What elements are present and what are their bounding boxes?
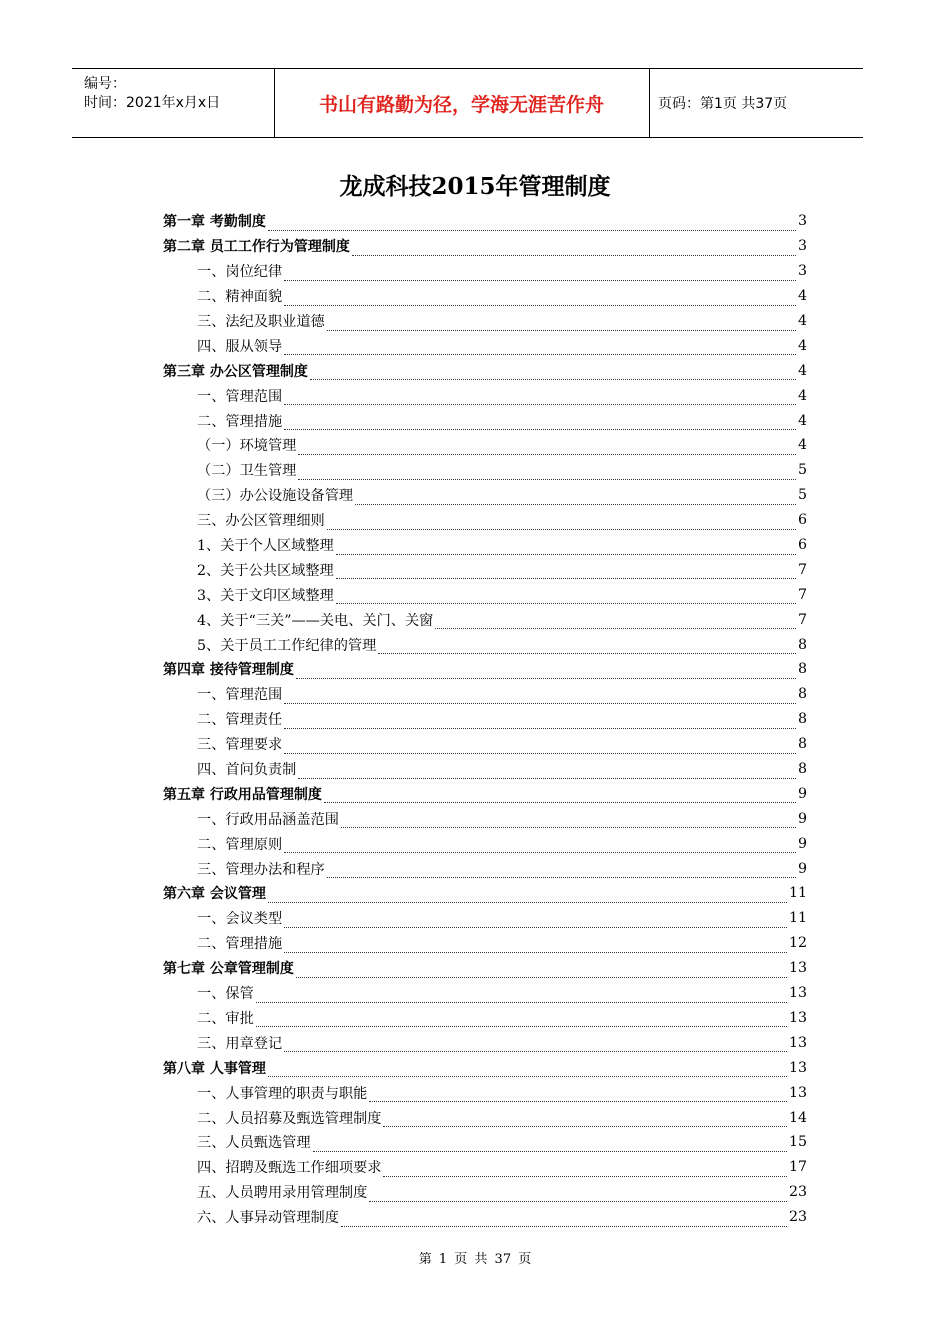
toc-entry-title: 一、会议类型 bbox=[197, 911, 283, 928]
toc-entry-title: 第四章 接待管理制度 bbox=[163, 662, 294, 679]
toc-entry-page: 4 bbox=[797, 313, 807, 329]
toc-leader-dots bbox=[298, 440, 796, 455]
toc-entry-title: 二、审批 bbox=[197, 1010, 254, 1027]
toc-entry-page: 8 bbox=[797, 686, 807, 703]
toc-leader-dots bbox=[327, 316, 796, 331]
toc-entry[interactable] bbox=[163, 682, 807, 707]
toc-leader-dots bbox=[268, 1062, 787, 1077]
toc-entry[interactable] bbox=[163, 757, 807, 782]
toc-entry-title: 四、招聘及甄选工作细项要求 bbox=[197, 1160, 382, 1177]
toc-entry-title: 一、人事管理的职责与职能 bbox=[197, 1085, 368, 1102]
toc-entry-page: 15 bbox=[788, 1134, 807, 1151]
toc-entry[interactable] bbox=[163, 732, 807, 757]
toc-entry[interactable] bbox=[163, 981, 807, 1006]
toc-entry[interactable] bbox=[163, 259, 807, 284]
toc-entry-title: 二、精神面貌 bbox=[197, 289, 283, 306]
toc-entry[interactable] bbox=[163, 1006, 807, 1031]
time-label: 时间：2021年x月x日 bbox=[84, 95, 221, 111]
toc-entry-page: 13 bbox=[788, 960, 807, 977]
toc-entry-title: 一、保管 bbox=[197, 986, 254, 1003]
toc-entry-title: （三）办公设施设备管理 bbox=[197, 488, 354, 505]
page-header bbox=[72, 68, 863, 138]
toc-leader-dots bbox=[296, 963, 787, 978]
toc-entry-page: 13 bbox=[788, 1059, 807, 1076]
toc-entry-page: 23 bbox=[788, 1184, 807, 1201]
toc-entry-title: 一、行政用品涵盖范围 bbox=[197, 811, 339, 828]
toc-entry[interactable] bbox=[163, 1130, 807, 1155]
toc-leader-dots bbox=[298, 465, 796, 480]
toc-entry-title: 三、办公区管理细则 bbox=[197, 513, 325, 530]
toc-entry-page: 17 bbox=[788, 1159, 807, 1176]
toc-entry-title: 第六章 会议管理 bbox=[163, 886, 266, 903]
toc-entry-title: 三、人员甄选管理 bbox=[197, 1135, 311, 1152]
toc-entry-title: 二、管理措施 bbox=[197, 413, 283, 430]
toc-entry[interactable] bbox=[163, 209, 807, 234]
toc-entry-title: 第三章 办公区管理制度 bbox=[163, 363, 308, 380]
toc-entry[interactable] bbox=[163, 1080, 807, 1105]
toc-entry-title: 第八章 人事管理 bbox=[163, 1060, 266, 1077]
toc-entry-page: 3 bbox=[797, 238, 807, 255]
toc-entry-title: 二、管理措施 bbox=[197, 936, 283, 953]
toc-entry-page: 9 bbox=[797, 785, 807, 802]
toc-leader-dots bbox=[284, 689, 796, 704]
toc-entry-page: 8 bbox=[797, 661, 807, 678]
toc-entry-title: 六、人事异动管理制度 bbox=[197, 1210, 339, 1227]
toc-entry-title: 二、人员招募及甄选管理制度 bbox=[197, 1110, 382, 1127]
toc-entry-title: 三、管理办法和程序 bbox=[197, 861, 325, 878]
toc-leader-dots bbox=[298, 764, 796, 779]
toc-entry-title: 四、首问负责制 bbox=[197, 762, 297, 779]
toc-entry[interactable] bbox=[163, 234, 807, 259]
toc-entry-title: 1、关于个人区域整理 bbox=[197, 538, 334, 555]
toc-entry-title: 五、人员聘用录用管理制度 bbox=[197, 1185, 368, 1202]
toc-leader-dots bbox=[284, 415, 796, 430]
toc-entry-title: 一、岗位纪律 bbox=[197, 264, 283, 281]
toc-entry-title: 一、管理范围 bbox=[197, 687, 283, 704]
toc-leader-dots bbox=[284, 838, 796, 853]
toc-entry-page: 8 bbox=[797, 736, 807, 753]
toc-entry-title: （二）卫生管理 bbox=[197, 463, 297, 480]
toc-entry-page: 4 bbox=[797, 412, 807, 429]
toc-entry-title: 2、关于公共区域整理 bbox=[197, 562, 334, 579]
toc-entry-page: 8 bbox=[797, 636, 807, 653]
toc-entry[interactable] bbox=[163, 557, 807, 582]
toc-entry-page: 4 bbox=[797, 288, 807, 305]
toc-entry-page: 4 bbox=[797, 362, 807, 379]
document-title: 龙成科技2015年管理制度 bbox=[339, 173, 611, 200]
toc-entry[interactable] bbox=[163, 1055, 807, 1080]
toc-leader-dots bbox=[355, 490, 796, 505]
toc-entry[interactable] bbox=[163, 284, 807, 309]
toc-entry[interactable] bbox=[163, 582, 807, 607]
toc-entry[interactable] bbox=[163, 458, 807, 483]
header-motto: 书山有路勤为径，学海无涯苦作舟 bbox=[274, 69, 650, 137]
toc-entry-page: 7 bbox=[797, 561, 807, 578]
toc-entry-page: 7 bbox=[797, 611, 807, 628]
toc-entry-title: 4、关于“三关”——关电、关门、关窗 bbox=[197, 612, 434, 629]
toc-entry-page: 9 bbox=[797, 810, 807, 827]
toc-entry-page: 13 bbox=[788, 985, 807, 1002]
toc-entry[interactable] bbox=[163, 483, 807, 508]
toc-entry[interactable] bbox=[163, 383, 807, 408]
toc-entry[interactable] bbox=[163, 1105, 807, 1130]
toc-entry-page: 4 bbox=[797, 387, 807, 404]
toc-entry[interactable] bbox=[163, 831, 807, 856]
toc-entry[interactable] bbox=[163, 906, 807, 931]
toc-entry[interactable] bbox=[163, 607, 807, 632]
toc-entry[interactable] bbox=[163, 1205, 807, 1230]
toc-leader-dots bbox=[327, 515, 796, 530]
toc-entry-title: 三、法纪及职业道德 bbox=[197, 314, 325, 330]
toc-entry-page: 14 bbox=[788, 1109, 807, 1126]
toc-entry[interactable] bbox=[163, 781, 807, 806]
toc-leader-dots bbox=[284, 340, 796, 355]
toc-leader-dots bbox=[256, 988, 787, 1003]
toc-entry-title: 第五章 行政用品管理制度 bbox=[163, 786, 322, 803]
toc-leader-dots bbox=[284, 938, 787, 953]
toc-entry[interactable] bbox=[163, 881, 807, 906]
toc-leader-dots bbox=[268, 888, 787, 903]
toc-entry-title: 第一章 考勤制度 bbox=[163, 214, 266, 231]
toc-entry-page: 5 bbox=[797, 487, 807, 504]
toc-leader-dots bbox=[256, 1012, 787, 1027]
toc-entry-page: 6 bbox=[797, 537, 807, 554]
toc-entry[interactable] bbox=[163, 806, 807, 831]
toc-entry[interactable] bbox=[163, 657, 807, 682]
toc-leader-dots bbox=[341, 813, 796, 828]
toc-leader-dots bbox=[378, 639, 796, 654]
toc-entry-page: 23 bbox=[788, 1209, 807, 1226]
toc-entry-title: 二、管理原则 bbox=[197, 836, 283, 853]
toc-entry[interactable] bbox=[163, 433, 807, 458]
toc-entry-page: 9 bbox=[797, 835, 807, 852]
toc-leader-dots bbox=[383, 1162, 786, 1177]
toc-leader-dots bbox=[352, 241, 796, 256]
toc-entry[interactable] bbox=[163, 408, 807, 433]
toc-entry-page: 4 bbox=[797, 337, 807, 354]
toc-entry-page: 13 bbox=[788, 1009, 807, 1026]
toc-entry[interactable] bbox=[163, 707, 807, 732]
toc-leader-dots bbox=[336, 564, 796, 579]
toc-leader-dots bbox=[310, 365, 796, 380]
toc-entry-page: 11 bbox=[788, 885, 807, 902]
toc-leader-dots bbox=[435, 614, 796, 629]
toc-entry[interactable] bbox=[163, 1180, 807, 1205]
toc-leader-dots bbox=[327, 863, 796, 878]
toc-leader-dots bbox=[284, 266, 796, 281]
toc-entry-page: 8 bbox=[797, 711, 807, 728]
toc-entry-title: 四、服从领导 bbox=[197, 338, 283, 355]
toc-entry-title: （一）环境管理 bbox=[197, 438, 297, 455]
header-page-info: 页码：第1页 共37页 bbox=[658, 96, 788, 112]
toc-leader-dots bbox=[284, 714, 796, 729]
toc-entry-page: 5 bbox=[797, 462, 807, 479]
toc-entry-page: 9 bbox=[797, 860, 807, 877]
toc-entry-page: 13 bbox=[788, 1034, 807, 1051]
number-label: 编号： bbox=[84, 76, 126, 92]
toc-leader-dots bbox=[369, 1087, 787, 1102]
toc-entry-page: 6 bbox=[797, 512, 807, 529]
toc-entry[interactable] bbox=[163, 1030, 807, 1055]
toc-leader-dots bbox=[284, 739, 796, 754]
toc-leader-dots bbox=[296, 664, 796, 679]
toc-entry-title: 5、关于员工工作纪律的管理 bbox=[197, 637, 377, 654]
toc-entry[interactable] bbox=[163, 1155, 807, 1180]
toc-entry-page: 3 bbox=[797, 263, 807, 280]
toc-entry[interactable] bbox=[163, 632, 807, 657]
toc-entry-page: 3 bbox=[797, 213, 807, 230]
toc-entry-page: 13 bbox=[788, 1084, 807, 1101]
toc-entry[interactable] bbox=[163, 508, 807, 533]
toc-entry[interactable] bbox=[163, 856, 807, 881]
toc-leader-dots bbox=[284, 1037, 787, 1052]
toc-entry-page: 4 bbox=[797, 437, 807, 454]
toc-entry-title: 三、管理要求 bbox=[197, 737, 283, 754]
toc-entry-page: 8 bbox=[797, 761, 807, 778]
toc-leader-dots bbox=[336, 589, 796, 604]
toc-entry[interactable] bbox=[163, 309, 807, 334]
header-meta-cell bbox=[72, 69, 275, 137]
toc-entry[interactable] bbox=[163, 931, 807, 956]
toc-leader-dots bbox=[284, 913, 787, 928]
toc-leader-dots bbox=[268, 216, 796, 231]
toc-entry[interactable] bbox=[163, 533, 807, 558]
toc-entry-title: 3、关于文印区域整理 bbox=[197, 587, 334, 604]
toc-leader-dots bbox=[369, 1187, 787, 1202]
toc-entry-title: 一、管理范围 bbox=[197, 388, 283, 405]
toc-leader-dots bbox=[284, 390, 796, 405]
toc-entry[interactable] bbox=[163, 358, 807, 383]
toc-leader-dots bbox=[383, 1112, 786, 1127]
toc-entry-page: 7 bbox=[797, 586, 807, 603]
toc-entry-title: 三、用章登记 bbox=[197, 1035, 283, 1052]
toc-leader-dots bbox=[313, 1137, 787, 1152]
page-footer: 第 1 页 共 37 页 bbox=[418, 1252, 532, 1267]
toc-leader-dots bbox=[324, 788, 796, 803]
toc-entry-page: 11 bbox=[788, 910, 807, 927]
toc-entry-title: 二、管理责任 bbox=[197, 712, 283, 729]
toc-leader-dots bbox=[284, 291, 796, 306]
toc-leader-dots bbox=[341, 1212, 787, 1227]
toc-entry-title: 第七章 公章管理制度 bbox=[163, 961, 294, 978]
toc-entry-title: 第二章 员工工作行为管理制度 bbox=[163, 239, 350, 256]
toc-entry[interactable] bbox=[163, 333, 807, 358]
toc-leader-dots bbox=[336, 540, 796, 555]
table-of-contents bbox=[163, 209, 807, 1230]
toc-entry[interactable] bbox=[163, 956, 807, 981]
toc-entry-page: 12 bbox=[788, 935, 807, 952]
